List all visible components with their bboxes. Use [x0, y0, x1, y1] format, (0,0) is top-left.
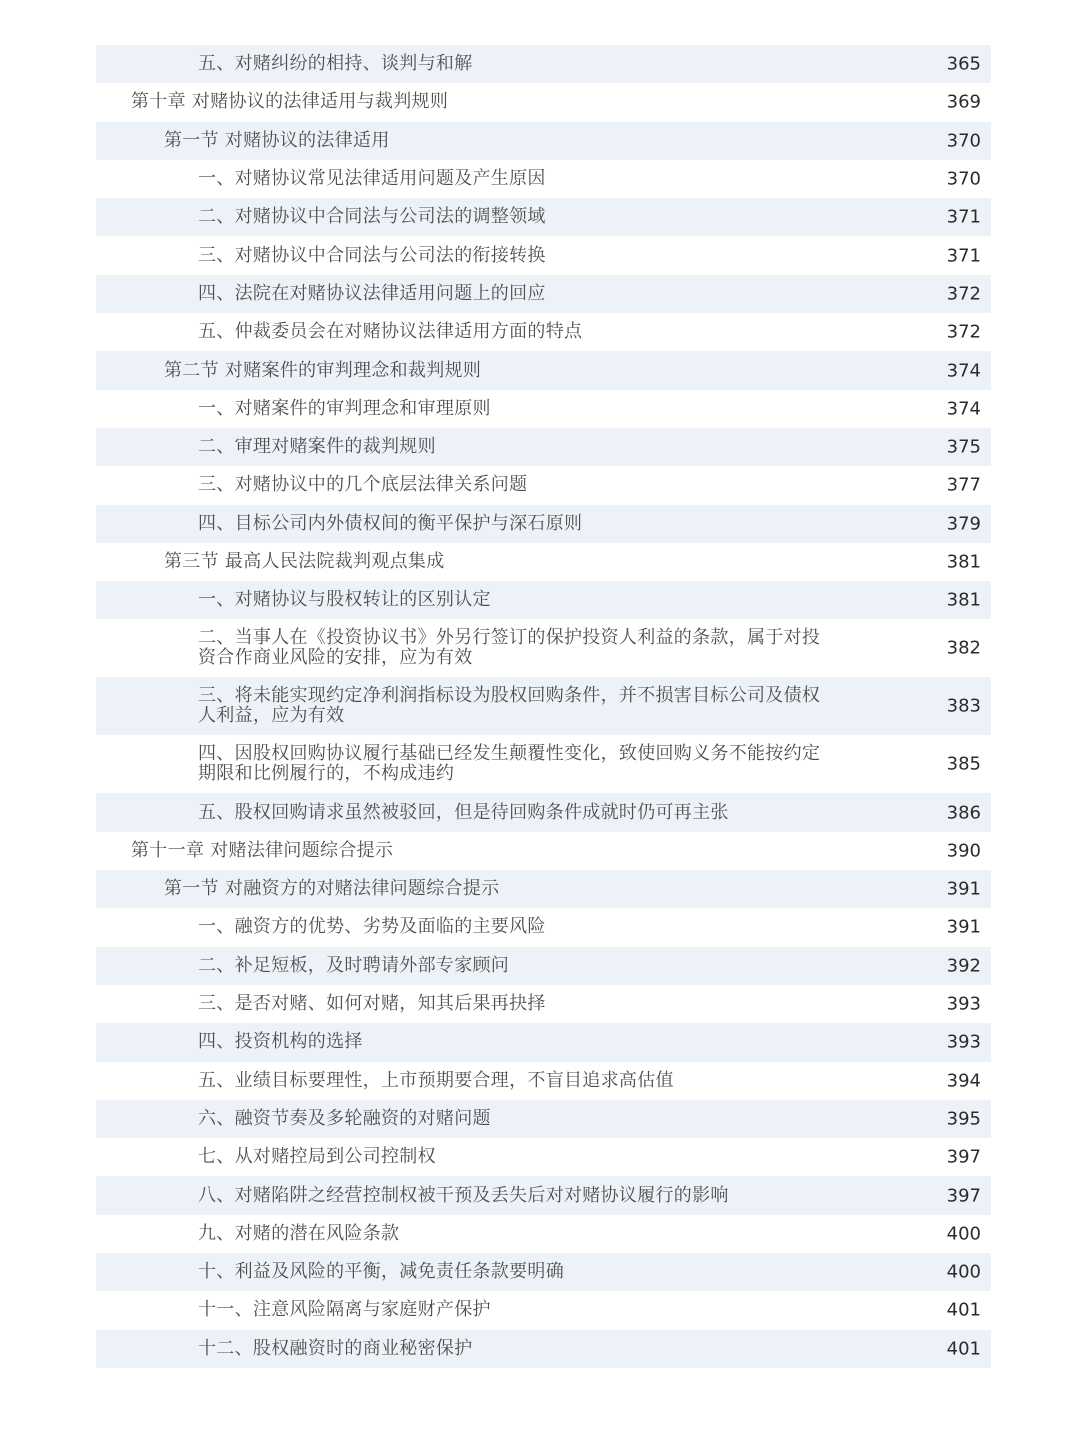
- toc-item-row[interactable]: [96, 505, 991, 543]
- toc-item-row[interactable]: [96, 1215, 991, 1253]
- toc-entry-title: 四、因股权回购协议履行基础已经发生颠覆性变化，致使回购义务不能按约定期限和比例履行的，不构成违约: [198, 743, 821, 785]
- toc-entry-title: 一、对赌案件的审判理念和审理原则: [198, 397, 491, 419]
- toc-entry-title: 二、对赌协议中合同法与公司法的调整领域: [198, 206, 546, 228]
- toc-entry-title: 七、从对赌控局到公司控制权: [198, 1146, 436, 1168]
- toc-entry-title: 二、补足短板，及时聘请外部专家顾问: [198, 954, 510, 976]
- toc-entry-title: 第三节 最高人民法院裁判观点集成: [164, 551, 445, 572]
- toc-item-row[interactable]: [96, 1138, 991, 1176]
- toc-entry-title: 十、利益及风险的平衡，减免责任条款要明确: [198, 1261, 564, 1283]
- toc-entry-title: 八、对赌陷阱之经营控制权被干预及丢失后对对赌协议履行的影响: [198, 1184, 729, 1206]
- table-of-contents: [96, 45, 991, 1368]
- toc-page-number: 400: [946, 1261, 981, 1283]
- toc-page-number: 370: [946, 168, 981, 190]
- toc-entry-title: 第一节 对赌协议的法律适用: [164, 129, 390, 151]
- toc-item-row[interactable]: [96, 1062, 991, 1100]
- toc-page-number: 381: [946, 551, 981, 573]
- toc-page-number: 379: [946, 513, 981, 535]
- toc-entry-title: 五、业绩目标要理性，上市预期要合理，不盲目追求高估值: [198, 1069, 674, 1091]
- toc-section-row[interactable]: [96, 870, 991, 908]
- toc-entry-title: 四、目标公司内外债权间的衡平保护与深石原则: [198, 512, 583, 534]
- toc-item-row[interactable]: [96, 275, 991, 313]
- toc-page-number: 397: [946, 1146, 981, 1168]
- toc-entry-title: 五、仲裁委员会在对赌协议法律适用方面的特点: [198, 321, 583, 343]
- toc-item-row[interactable]: [96, 947, 991, 985]
- toc-page-number: 383: [946, 695, 981, 717]
- toc-entry-title: 三、对赌协议中合同法与公司法的衔接转换: [198, 244, 546, 266]
- toc-entry-title: 四、投资机构的选择: [198, 1031, 363, 1053]
- toc-page-number: 391: [946, 916, 981, 938]
- toc-entry-title: 三、对赌协议中的几个底层法律关系问题: [198, 474, 528, 496]
- toc-page-number: 372: [946, 321, 981, 343]
- toc-item-row[interactable]: [96, 236, 991, 274]
- toc-item-row[interactable]: [96, 45, 991, 83]
- toc-entry-title: 六、融资节奏及多轮融资的对赌问题: [198, 1107, 491, 1129]
- toc-entry-title: 四、法院在对赌协议法律适用问题上的回应: [198, 282, 546, 304]
- toc-page-number: 395: [946, 1108, 981, 1130]
- toc-entry-title: 第十章 对赌协议的法律适用与裁判规则: [131, 91, 449, 113]
- toc-page-number: 401: [946, 1299, 981, 1321]
- toc-entry-title: 第十一章 对赌法律问题综合提示: [131, 839, 394, 861]
- toc-page-number: 393: [946, 1031, 981, 1053]
- toc-item-row[interactable]: [96, 908, 991, 946]
- toc-page-number: 392: [946, 955, 981, 977]
- toc-entry-title: 五、对赌纠纷的相持、谈判与和解: [198, 53, 473, 75]
- toc-page-number: 394: [946, 1070, 981, 1092]
- toc-item-row[interactable]: [96, 198, 991, 236]
- toc-entry-title: 一、融资方的优势、劣势及面临的主要风险: [198, 916, 546, 938]
- toc-page-number: 374: [946, 360, 981, 382]
- toc-page-number: 390: [946, 840, 981, 862]
- toc-entry-title: 三、将未能实现约定净利润指标设为股权回购条件，并不损害目标公司及债权人利益，应为有效: [198, 685, 821, 727]
- toc-page-number: 397: [946, 1185, 981, 1207]
- toc-page-number: 375: [946, 436, 981, 458]
- toc-page-number: 365: [946, 53, 981, 75]
- toc-page-number: 393: [946, 993, 981, 1015]
- toc-chapter-row[interactable]: [96, 83, 991, 121]
- toc-item-row[interactable]: [96, 160, 991, 198]
- toc-page-number: 381: [946, 589, 981, 611]
- toc-page-number: 374: [946, 398, 981, 420]
- toc-entry-title: 五、股权回购请求虽然被驳回，但是待回购条件成就时仍可再主张: [198, 801, 729, 823]
- toc-entry-title: 二、审理对赌案件的裁判规则: [198, 436, 436, 458]
- toc-page-number: 377: [946, 474, 981, 496]
- toc-item-row[interactable]: [96, 1023, 991, 1061]
- toc-entry-title: 九、对赌的潜在风险条款: [198, 1222, 400, 1244]
- toc-entry-title: 第二节 对赌案件的审判理念和裁判规则: [164, 359, 482, 381]
- toc-page-number: 371: [946, 206, 981, 228]
- toc-item-row[interactable]: [96, 1291, 991, 1329]
- toc-entry-title: 三、是否对赌、如何对赌，知其后果再抉择: [198, 993, 546, 1015]
- toc-item-row[interactable]: [96, 313, 991, 351]
- toc-item-row[interactable]: [96, 428, 991, 466]
- toc-entry-title: 二、当事人在《投资协议书》外另行签订的保护投资人利益的条款，属于对投资合作商业风险的安排，应为有效: [198, 627, 821, 669]
- toc-page-number: 369: [946, 91, 981, 113]
- toc-page-number: 370: [946, 130, 981, 152]
- toc-item-row[interactable]: [96, 1100, 991, 1138]
- toc-chapter-row[interactable]: [96, 832, 991, 870]
- toc-section-row[interactable]: [96, 543, 991, 581]
- toc-page-number: 386: [946, 802, 981, 824]
- toc-entry-title: 十一、注意风险隔离与家庭财产保护: [198, 1299, 491, 1321]
- toc-section-row[interactable]: [96, 351, 991, 389]
- toc-item-row[interactable]: [96, 1253, 991, 1291]
- toc-entry-title: 一、对赌协议常见法律适用问题及产生原因: [198, 168, 546, 190]
- toc-section-row[interactable]: [96, 122, 991, 160]
- toc-page-number: 400: [946, 1223, 981, 1245]
- toc-page-number: 371: [946, 245, 981, 267]
- toc-item-row[interactable]: [96, 581, 991, 619]
- toc-page-number: 401: [946, 1338, 981, 1360]
- toc-item-row[interactable]: [96, 677, 991, 735]
- toc-page-number: 372: [946, 283, 981, 305]
- toc-entry-title: 十二、股权融资时的商业秘密保护: [198, 1337, 473, 1359]
- toc-item-row[interactable]: [96, 1176, 991, 1214]
- toc-page-number: 385: [946, 753, 981, 775]
- toc-item-row[interactable]: [96, 793, 991, 831]
- toc-entry-title: 第一节 对融资方的对赌法律问题综合提示: [164, 878, 500, 900]
- toc-entry-title: 一、对赌协议与股权转让的区别认定: [198, 589, 491, 611]
- toc-item-row[interactable]: [96, 619, 991, 677]
- toc-page-number: 391: [946, 878, 981, 900]
- toc-item-row[interactable]: [96, 1330, 991, 1368]
- toc-item-row[interactable]: [96, 985, 991, 1023]
- toc-page-number: 382: [946, 637, 981, 659]
- toc-item-row[interactable]: [96, 390, 991, 428]
- toc-item-row[interactable]: [96, 466, 991, 504]
- toc-item-row[interactable]: [96, 735, 991, 793]
